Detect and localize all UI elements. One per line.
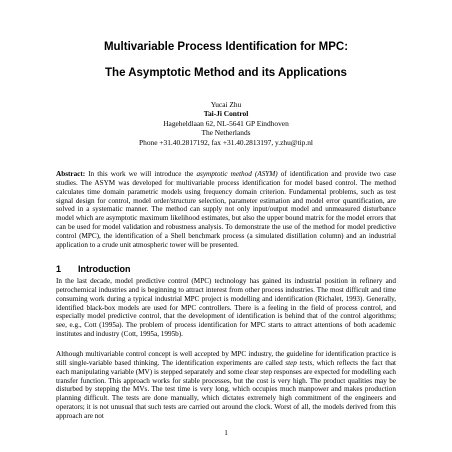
- author-name: Yucai Zhu: [210, 100, 242, 109]
- abstract-text-rest: of identification and provide two case studies. The ASYM was developed for multivariable process identification for model based control. The method calculates time domain parametric models using frequency domain criterion. Fundamental problems, such as test signal design for control, model order/structure selection, parameter estimation and model error quantification, are solved in a systematic manner. The method can supply not only input/output model and unmeasured disturbance model which are asymptotic maximum likelihood estimates, but also the upper bound matrix for the model errors that can be used for model validation and robustness analysis. To demonstrate the use of the method for model predictive control (MPC), the identification of a Shell benchmark process (a simulated distillation column) and an industrial application to a crude unit atmospheric tower will be presented.: [56, 170, 396, 249]
- paper-title-line-1: Multivariable Process Identification for MPC:: [103, 41, 349, 53]
- paper-title-line-2: The Asymptotic Method and its Applications: [105, 67, 347, 79]
- author-block: [60, 100, 392, 147]
- abstract-emphasis: asymptotic method (ASYM): [196, 170, 278, 178]
- author-affiliation: Tai-Ji Control: [203, 109, 249, 119]
- abstract-text-start: In this work we will introduce the: [85, 170, 197, 178]
- paragraph-2-emphasis: step tests: [285, 358, 313, 367]
- section-heading-introduction: [56, 264, 396, 275]
- paragraph-2-text-start: Although multivariable control concept is well accepted by MPC industry, the guideline for identification practice is still single-variable based thinking. The identification experiments are called: [56, 350, 396, 367]
- abstract-label: Abstract:: [56, 170, 86, 178]
- page-number: 1: [224, 429, 228, 437]
- intro-paragraph-1: In the last decade, model predictive control (MPC) technology has gained its industrial position in refinery and petrochemical industries and is beginning to attract interest from other process industries. The most difficult and time consuming work during a typical industrial MPC project is modelling and identification (Richalet, 1993). Generally, identified black-box models are used for MPC controllers. There is a feeling in the field of process control, and especially model predictive control, that the development of identification is behind that of the control algorithms; see, e.g., Cott (1995a). The problem of process identification for MPC starts to attract attentions of both academic institutes and industry (Cott, 1995a, 1995b).: [56, 277, 396, 339]
- section-number: 1: [56, 264, 62, 274]
- author-address: Hageheldlaan 62, NL-5641 GP Eindhoven: [163, 118, 289, 128]
- abstract: [56, 170, 396, 250]
- author-country: The Netherlands: [201, 128, 251, 138]
- section-title: Introduction: [78, 264, 131, 274]
- paragraph-2-text-rest: , which reflects the fact that each manipulating variable (MV) is stepped separately and some clear step responses are expected for modelling each transfer function. This approach works for stable processes, but the cost is very high. The product qualities may be disturbed by stepping the MVs. The test time is very long, which occupies much manpower and makes production planning difficult. The tests are done manually, which dictates extremely high commitment of the engineers and operators; it is not unusual that such tests are carried out around the clock. Worst of all, the models derived from this approach are not: [56, 358, 397, 420]
- author-contact: Phone +31.40.2817192, fax +31.40.2813197, y.zhu@tip.nl: [139, 137, 313, 147]
- intro-paragraph-2: [56, 350, 396, 421]
